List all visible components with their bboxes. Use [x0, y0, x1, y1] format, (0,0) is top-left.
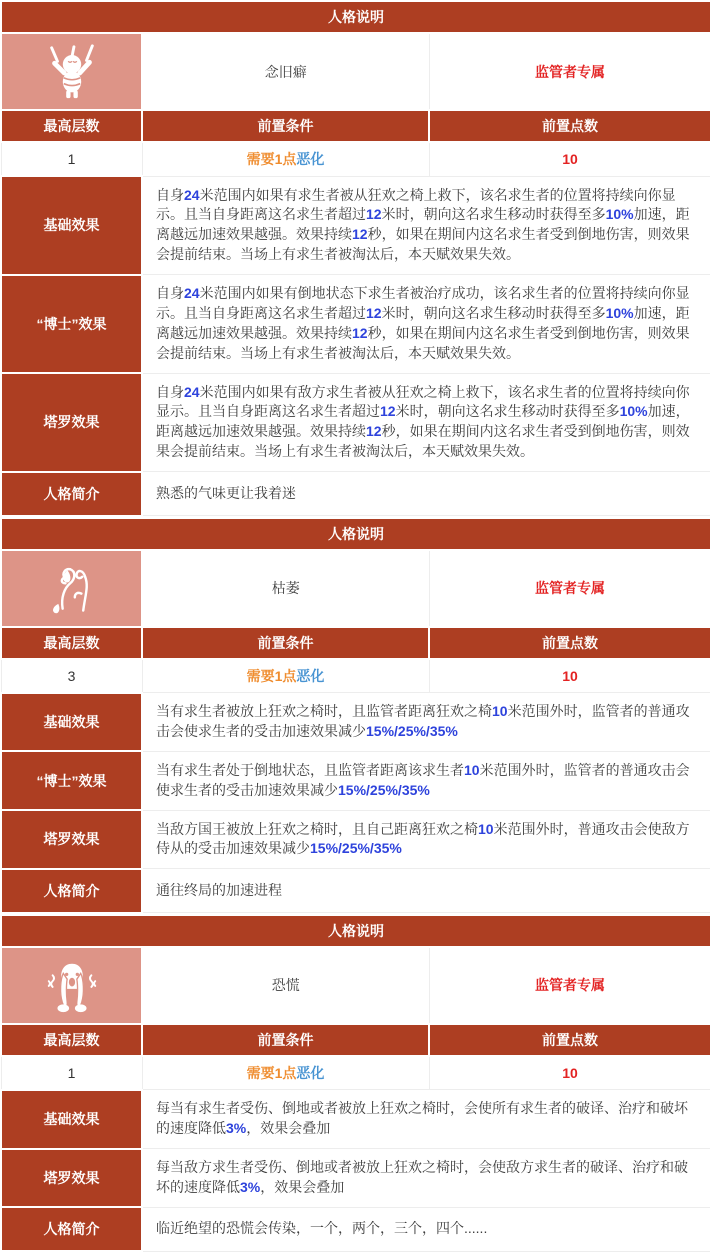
effect-text: 当有求生者处于倒地状态，且监管者距离该求生者10米范围外时，监管者的普通攻击会使求生者的受击加速效果减少15%/25%/35%: [142, 751, 710, 810]
points-value: 10: [429, 1056, 710, 1090]
effect-label: “博士”效果: [1, 751, 142, 810]
effect-label: 人格简介: [1, 869, 142, 913]
persona-name: 恐慌: [142, 947, 429, 1024]
exclusive-badge: 监管者专属: [429, 550, 710, 627]
wilted-flower-icon: [4, 553, 139, 624]
effect-label: 基础效果: [1, 1090, 142, 1149]
exclusive-badge: 监管者专属: [429, 947, 710, 1024]
col-points: 前置点数: [429, 627, 710, 659]
persona-table-3: [0, 914, 710, 1252]
persona-icon-cell: [1, 33, 142, 110]
col-max-level: 最高层数: [1, 627, 142, 659]
persona-table-1: [0, 0, 710, 517]
effect-label: 人格简介: [1, 1207, 142, 1251]
effect-label: 基础效果: [1, 693, 142, 752]
col-max-level: 最高层数: [1, 1024, 142, 1056]
persona-intro-text: 临近绝望的恐慌会传染，一个，两个，三个，四个......: [142, 1207, 710, 1251]
effect-label: 基础效果: [1, 176, 142, 275]
persona-name: 枯萎: [142, 550, 429, 627]
prereq-value: 需要1点恶化: [142, 659, 429, 693]
persona-section-header: 人格说明: [1, 915, 710, 947]
voodoo-doll-cheering-icon: [4, 36, 139, 107]
persona-name: 念旧癖: [142, 33, 429, 110]
col-prereq: 前置条件: [142, 627, 429, 659]
effect-text: 当有求生者被放上狂欢之椅时，且监管者距离狂欢之椅10米范围外时，监管者的普通攻击会使求生者的受击加速效果减少15%/25%/35%: [142, 693, 710, 752]
col-points: 前置点数: [429, 110, 710, 142]
persona-section-header: 人格说明: [1, 518, 710, 550]
exclusive-badge: 监管者专属: [429, 33, 710, 110]
effect-text: 自身24米范围内如果有敌方求生者被从狂欢之椅上救下，该名求生者的位置将持续向你显示。且当自身距离这名求生者超过12米时，朝向这名求生移动时获得至多10%加速，距离越远加速效果越强。效果持续12秒，如果在期间内这名求生者受到倒地伤害，则效果会提前结束。当场上有求生者被淘汰后，本天赋效果失效。: [142, 373, 710, 472]
max-level-value: 3: [1, 659, 142, 693]
effect-label: “博士”效果: [1, 275, 142, 374]
col-max-level: 最高层数: [1, 110, 142, 142]
effect-text: 每当敌方求生者受伤、倒地或者被放上狂欢之椅时，会使敌方求生者的破译、治疗和破坏的速度降低3%，效果会叠加: [142, 1149, 710, 1208]
persona-section-header: 人格说明: [1, 1, 710, 33]
prereq-value: 需要1点恶化: [142, 142, 429, 176]
max-level-value: 1: [1, 142, 142, 176]
col-points: 前置点数: [429, 1024, 710, 1056]
effect-text: 当敌方国王被放上狂欢之椅时，且自己距离狂欢之椅10米范围外时，普通攻击会使敌方侍从的受击加速效果减少15%/25%/35%: [142, 810, 710, 869]
points-value: 10: [429, 659, 710, 693]
screaming-face-icon: [4, 950, 139, 1021]
effect-label: 塔罗效果: [1, 1149, 142, 1208]
persona-table-2: [0, 517, 710, 914]
points-value: 10: [429, 142, 710, 176]
col-prereq: 前置条件: [142, 110, 429, 142]
effect-label: 塔罗效果: [1, 810, 142, 869]
persona-icon-cell: [1, 550, 142, 627]
effect-label: 塔罗效果: [1, 373, 142, 472]
persona-intro-text: 通往终局的加速进程: [142, 869, 710, 913]
effect-text: 自身24米范围内如果有倒地状态下求生者被治疗成功，该名求生者的位置将持续向你显示。且当自身距离这名求生者超过12米时，朝向这名求生移动时获得至多10%加速，距离越远加速效果越强。效果持续12秒，如果在期间内这名求生者受到倒地伤害，则效果会提前结束。当场上有求生者被淘汰后，本天赋效果失效。: [142, 275, 710, 374]
persona-icon-cell: [1, 947, 142, 1024]
col-prereq: 前置条件: [142, 1024, 429, 1056]
persona-intro-text: 熟悉的气味更让我着迷: [142, 472, 710, 516]
prereq-value: 需要1点恶化: [142, 1056, 429, 1090]
effect-label: 人格简介: [1, 472, 142, 516]
max-level-value: 1: [1, 1056, 142, 1090]
effect-text: 每当有求生者受伤、倒地或者被放上狂欢之椅时，会使所有求生者的破译、治疗和破坏的速度降低3%，效果会叠加: [142, 1090, 710, 1149]
effect-text: 自身24米范围内如果有求生者被从狂欢之椅上救下，该名求生者的位置将持续向你显示。且当自身距离这名求生者超过12米时，朝向这名求生移动时获得至多10%加速，距离越远加速效果越强。效果持续12秒，如果在期间内这名求生者受到倒地伤害，则效果会提前结束。当场上有求生者被淘汰后，本天赋效果失效。: [142, 176, 710, 275]
